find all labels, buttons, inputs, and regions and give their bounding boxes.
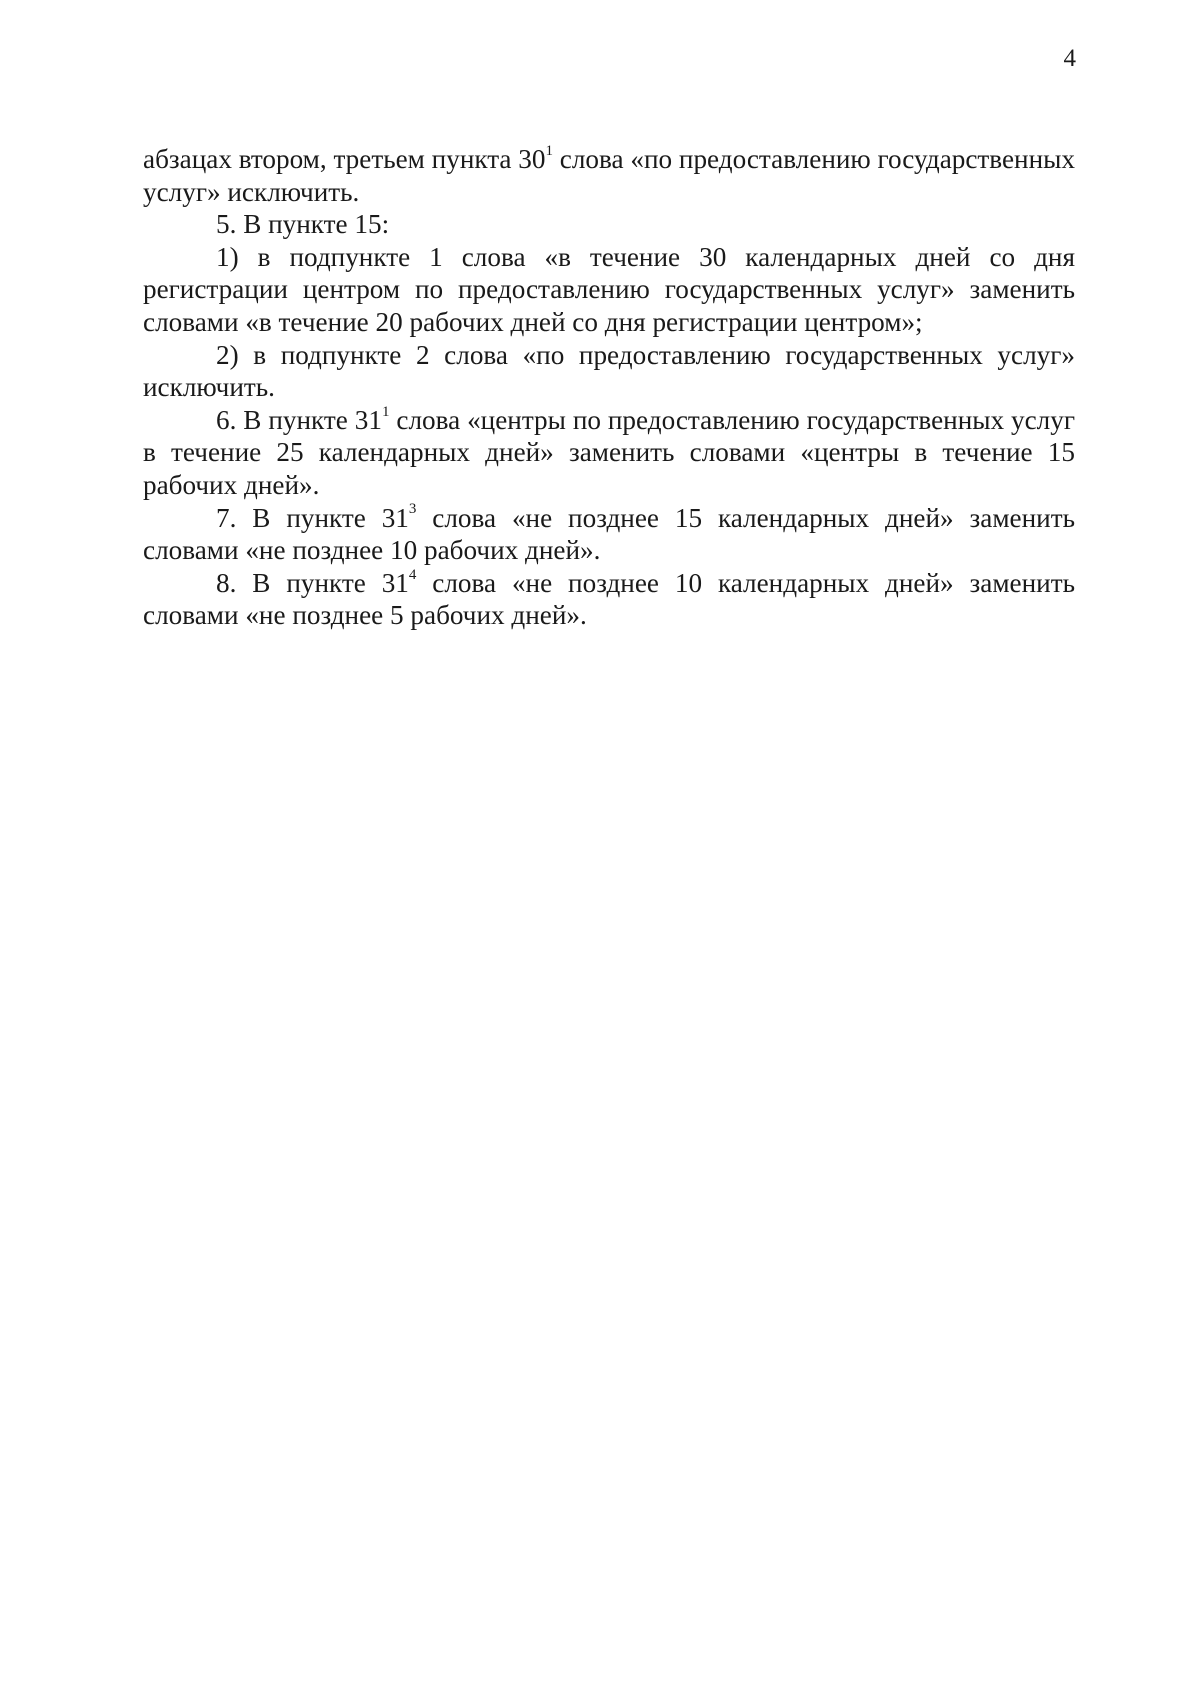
paragraph-item-5: 5. В пункте 15:	[216, 209, 390, 240]
document-body	[143, 143, 1075, 632]
paragraph-text: абзацах втором, третьем пункта 30	[143, 144, 546, 174]
paragraph-item-5-1: 1) в подпункте 1 слова «в течение 30 календарных дней со дня регистрации центром по предоставлению государственных услуг» заменить словами «в течение 20 рабочих дней со дня регистрации центром»;	[143, 241, 1075, 337]
paragraph-text: слова «центры по предоставлению государственных услуг в течение 25 календарных дней» заменить словами «центры в течение 15 рабочих дней».	[143, 404, 1075, 500]
paragraph-continuation	[143, 143, 1075, 208]
paragraph-item-8	[143, 567, 1075, 632]
page-number: 4	[1063, 45, 1076, 72]
superscript: 4	[408, 566, 417, 583]
paragraph-text: 8. В пункте 31	[216, 567, 409, 598]
paragraph-item-5-2: 2) в подпункте 2 слова «по предоставлению государственных услуг» исключить.	[143, 339, 1075, 403]
superscript: 1	[545, 142, 553, 159]
paragraph-text: 6. В пункте 31	[216, 404, 382, 435]
paragraph-text: слова «не позднее 15 календарных дней» заменить словами «не позднее 10 рабочих дней».	[143, 502, 1075, 566]
paragraph-text: слова «не позднее 10 календарных дней» заменить словами «не позднее 5 рабочих дней».	[143, 567, 1075, 631]
superscript: 1	[381, 403, 390, 420]
paragraph-text: 7. В пункте 31	[216, 502, 409, 533]
superscript: 3	[408, 501, 417, 518]
paragraph-item-7	[143, 502, 1075, 567]
paragraph-text: слова «по предоставлению государственных услуг» исключить.	[143, 144, 1076, 207]
paragraph-item-6	[143, 404, 1075, 502]
